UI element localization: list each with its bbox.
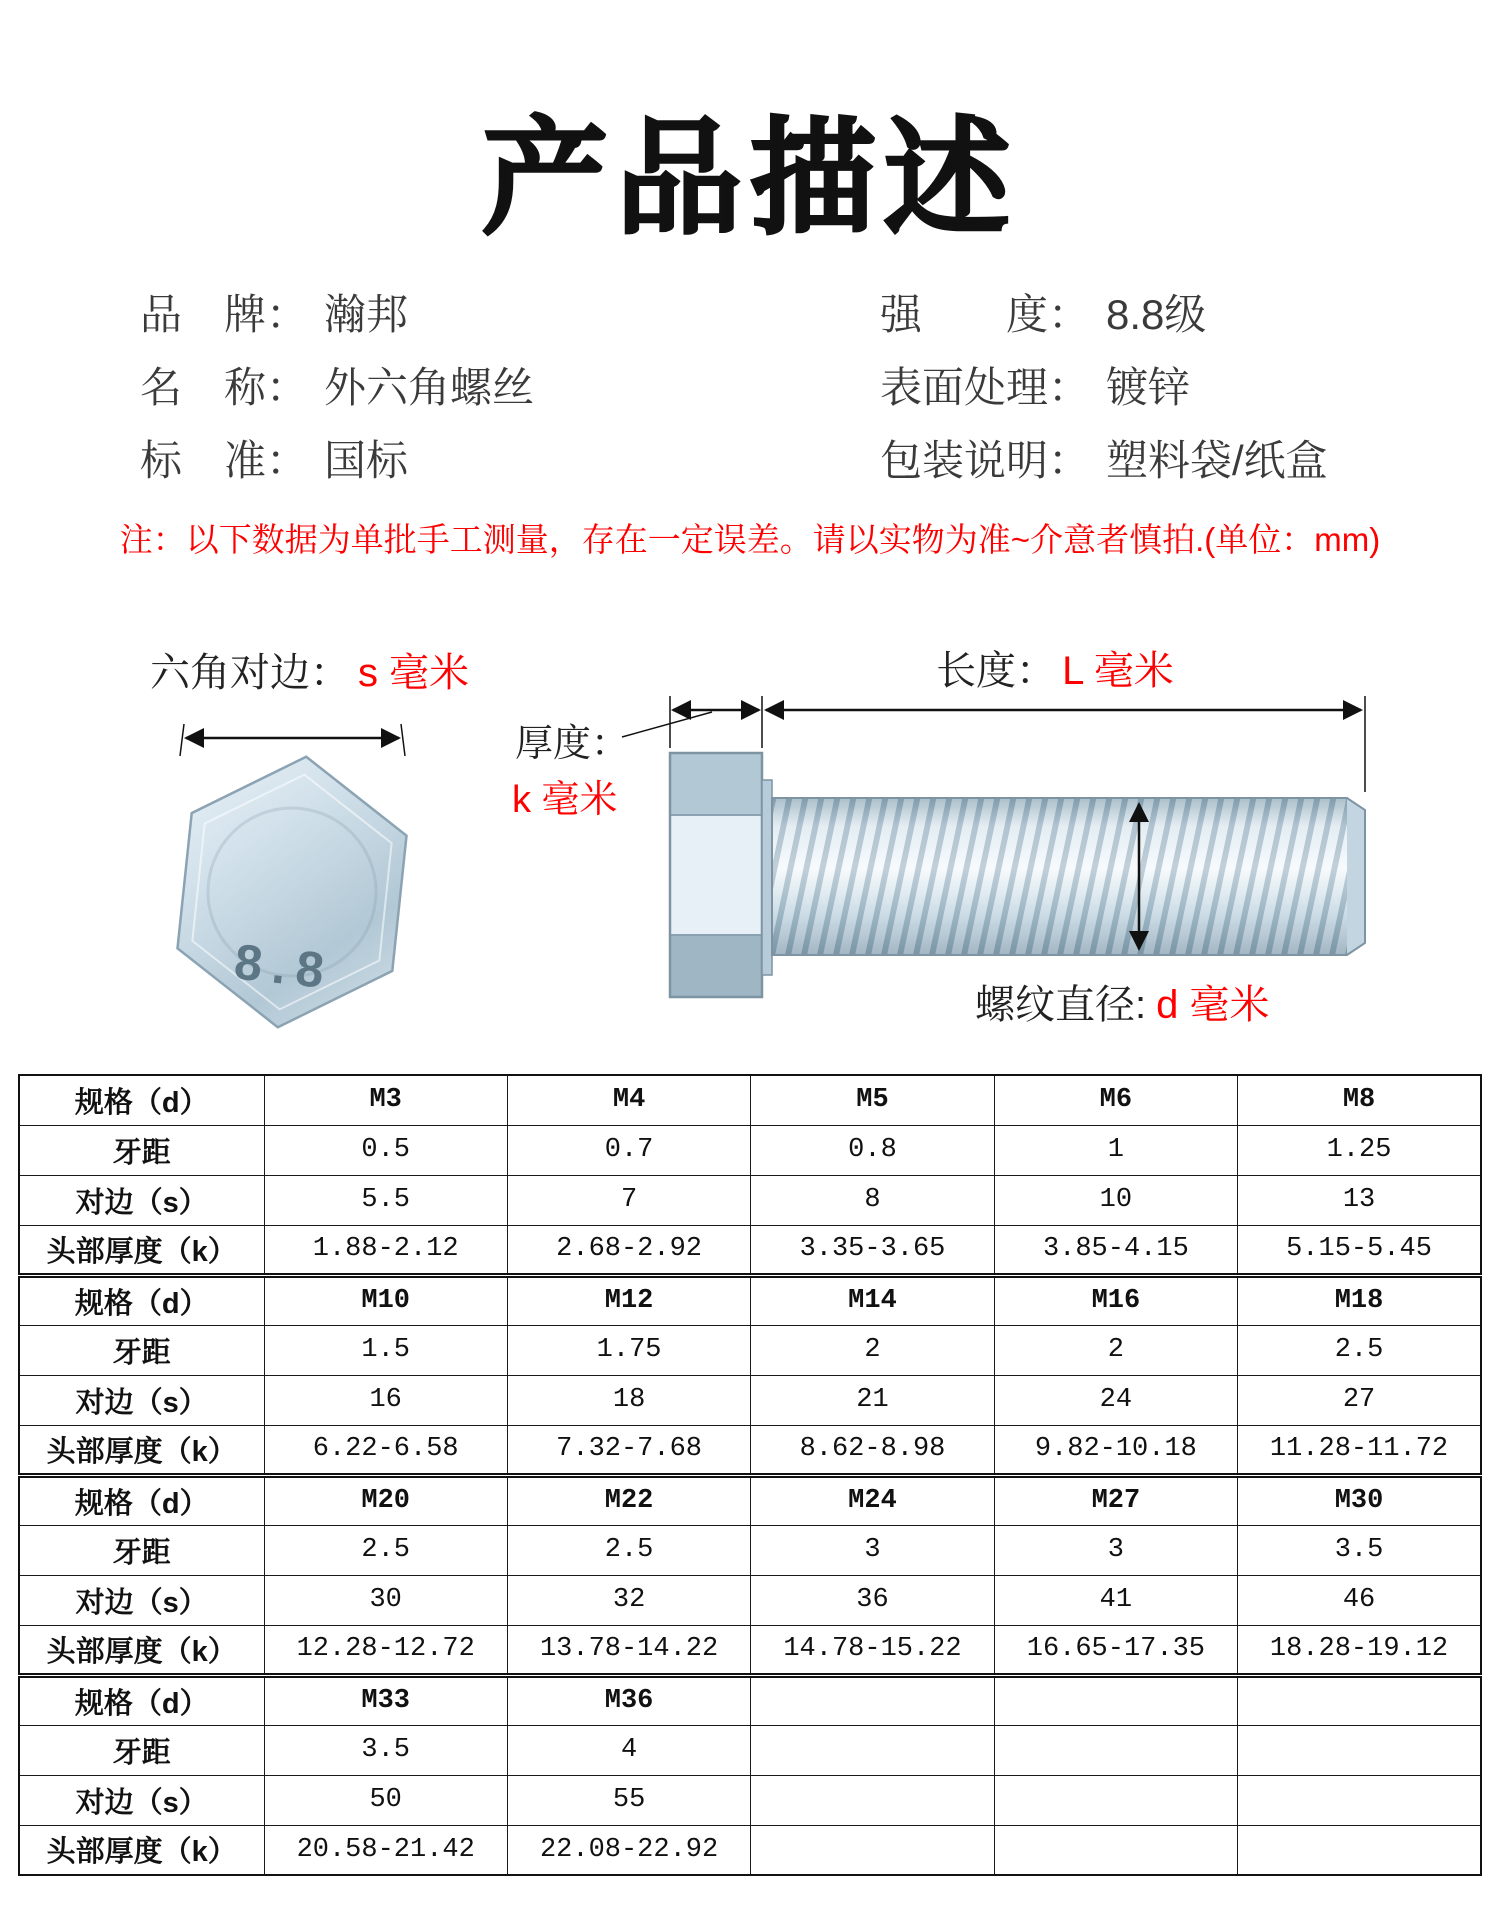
value-cell: M14 <box>751 1275 994 1325</box>
value-cell: M16 <box>994 1275 1237 1325</box>
table-row <box>19 1775 1481 1825</box>
thickness-leader-line <box>622 712 712 737</box>
head-stamp-text: 8.8 <box>231 933 337 1000</box>
value-cell: 41 <box>994 1575 1237 1625</box>
value-cell <box>751 1775 994 1825</box>
value-cell <box>751 1675 994 1725</box>
value-cell: 9.82-10.18 <box>994 1425 1237 1475</box>
value-cell: M4 <box>507 1075 750 1125</box>
spec-row-packaging <box>880 424 1328 497</box>
value-cell: 21 <box>751 1375 994 1425</box>
value-cell: 4 <box>507 1725 750 1775</box>
spec-row-standard <box>140 424 534 497</box>
value-cell: 2.5 <box>264 1525 507 1575</box>
value-cell: 27 <box>1238 1375 1481 1425</box>
table-row <box>19 1425 1481 1475</box>
value-cell: M18 <box>1238 1275 1481 1325</box>
table-group-header-row <box>19 1275 1481 1325</box>
spec-label: 品 牌： <box>140 291 309 338</box>
length-var-text: L 毫米 <box>1062 649 1174 693</box>
hex-width-dimension-arrow <box>180 724 405 756</box>
hex-width-label-text: 六角对边： <box>150 651 350 695</box>
value-cell: M5 <box>751 1075 994 1125</box>
value-cell: 7 <box>507 1175 750 1225</box>
table-group-header-row <box>19 1475 1481 1525</box>
value-cell: 13.78-14.22 <box>507 1625 750 1675</box>
value-cell: M24 <box>751 1475 994 1525</box>
spec-value: 镀锌 <box>1106 364 1191 411</box>
value-cell: M27 <box>994 1475 1237 1525</box>
value-cell: 8.62-8.98 <box>751 1425 994 1475</box>
spec-label: 表面处理： <box>880 364 1091 411</box>
table-row <box>19 1225 1481 1275</box>
row-header-cell: 对边（s） <box>19 1575 264 1625</box>
row-header-cell: 规格（d） <box>19 1475 264 1525</box>
value-cell: 20.58-21.42 <box>264 1825 507 1875</box>
spec-value: 塑料袋/纸盒 <box>1106 437 1328 484</box>
value-cell: 50 <box>264 1775 507 1825</box>
table-row <box>19 1725 1481 1775</box>
diameter-var-text: d 毫米 <box>1156 983 1270 1027</box>
value-cell <box>994 1725 1237 1775</box>
spec-table-body <box>19 1075 1481 1875</box>
product-specs-left <box>140 278 534 497</box>
value-cell: 1.75 <box>507 1325 750 1375</box>
value-cell: 18 <box>507 1375 750 1425</box>
spec-label: 强 度： <box>880 291 1091 338</box>
dimension-diagram <box>0 640 1500 1060</box>
value-cell: M20 <box>264 1475 507 1525</box>
row-header-cell: 牙距 <box>19 1725 264 1775</box>
value-cell <box>1238 1825 1481 1875</box>
value-cell: 16 <box>264 1375 507 1425</box>
thickness-label: 厚度： <box>515 723 630 765</box>
table-row <box>19 1375 1481 1425</box>
value-cell: 0.8 <box>751 1125 994 1175</box>
row-header-cell: 牙距 <box>19 1125 264 1175</box>
row-header-cell: 对边（s） <box>19 1375 264 1425</box>
value-cell: 0.5 <box>264 1125 507 1175</box>
value-cell: 2.5 <box>1238 1325 1481 1375</box>
value-cell: 18.28-19.12 <box>1238 1625 1481 1675</box>
value-cell: 55 <box>507 1775 750 1825</box>
value-cell <box>1238 1775 1481 1825</box>
value-cell: 1.25 <box>1238 1125 1481 1175</box>
value-cell <box>994 1775 1237 1825</box>
spec-row-surface <box>880 351 1328 424</box>
value-cell: 2.68-2.92 <box>507 1225 750 1275</box>
value-cell: 2.5 <box>507 1525 750 1575</box>
value-cell: M6 <box>994 1075 1237 1125</box>
table-row <box>19 1175 1481 1225</box>
value-cell <box>751 1825 994 1875</box>
value-cell <box>994 1675 1237 1725</box>
spec-row-brand <box>140 278 534 351</box>
length-label <box>936 649 1174 693</box>
product-specs-right <box>880 278 1328 497</box>
value-cell: 32 <box>507 1575 750 1625</box>
page-title: 产品描述 <box>482 108 1018 249</box>
spec-label: 名 称： <box>140 364 309 411</box>
spec-label: 包装说明： <box>880 437 1091 484</box>
row-header-cell: 头部厚度（k） <box>19 1225 264 1275</box>
value-cell: 24 <box>994 1375 1237 1425</box>
value-cell: 16.65-17.35 <box>994 1625 1237 1675</box>
hex-head-front-view <box>170 745 413 1038</box>
value-cell: 0.7 <box>507 1125 750 1175</box>
value-cell: 3 <box>751 1525 994 1575</box>
table-row <box>19 1125 1481 1175</box>
hex-width-var-text: s 毫米 <box>358 651 470 695</box>
table-row <box>19 1625 1481 1675</box>
value-cell: 6.22-6.58 <box>264 1425 507 1475</box>
value-cell: 13 <box>1238 1175 1481 1225</box>
length-label-text: 长度： <box>936 649 1057 693</box>
row-header-cell: 规格（d） <box>19 1075 264 1125</box>
value-cell: 3.5 <box>264 1725 507 1775</box>
value-cell: 12.28-12.72 <box>264 1625 507 1675</box>
value-cell <box>751 1725 994 1775</box>
value-cell: 46 <box>1238 1575 1481 1625</box>
value-cell: M8 <box>1238 1075 1481 1125</box>
value-cell: M3 <box>264 1075 507 1125</box>
value-cell: 22.08-22.92 <box>507 1825 750 1875</box>
row-header-cell: 头部厚度（k） <box>19 1425 264 1475</box>
bolt-side-view <box>670 753 1365 997</box>
value-cell: 3 <box>994 1525 1237 1575</box>
value-cell <box>1238 1725 1481 1775</box>
value-cell: M12 <box>507 1275 750 1325</box>
row-header-cell: 头部厚度（k） <box>19 1825 264 1875</box>
value-cell: 8 <box>751 1175 994 1225</box>
value-cell: 2 <box>751 1325 994 1375</box>
value-cell: M10 <box>264 1275 507 1325</box>
value-cell: 5.15-5.45 <box>1238 1225 1481 1275</box>
spec-row-strength <box>880 278 1328 351</box>
diameter-label <box>975 983 1269 1027</box>
table-row <box>19 1525 1481 1575</box>
value-cell: M33 <box>264 1675 507 1725</box>
spec-table <box>18 1074 1482 1876</box>
value-cell: 30 <box>264 1575 507 1625</box>
value-cell: 1.5 <box>264 1325 507 1375</box>
hex-width-label <box>150 651 469 695</box>
spec-value: 瀚邦 <box>324 291 409 338</box>
table-row <box>19 1575 1481 1625</box>
value-cell <box>1238 1675 1481 1725</box>
diameter-label-text: 螺纹直径: <box>975 983 1147 1027</box>
value-cell: 3.5 <box>1238 1525 1481 1575</box>
value-cell <box>994 1825 1237 1875</box>
spec-row-name <box>140 351 534 424</box>
table-row <box>19 1325 1481 1375</box>
value-cell: M36 <box>507 1675 750 1725</box>
row-header-cell: 头部厚度（k） <box>19 1625 264 1675</box>
table-group-header-row <box>19 1075 1481 1125</box>
value-cell: 1.88-2.12 <box>264 1225 507 1275</box>
value-cell: 1 <box>994 1125 1237 1175</box>
row-header-cell: 牙距 <box>19 1525 264 1575</box>
table-group-header-row <box>19 1675 1481 1725</box>
row-header-cell: 牙距 <box>19 1325 264 1375</box>
bolt-tip-chamfer <box>1347 798 1365 955</box>
spec-value: 8.8级 <box>1106 291 1207 338</box>
thickness-var: k 毫米 <box>512 779 618 821</box>
value-cell: 5.5 <box>264 1175 507 1225</box>
value-cell: M22 <box>507 1475 750 1525</box>
spec-value: 国标 <box>324 437 409 484</box>
spec-label: 标 准： <box>140 437 309 484</box>
value-cell: 11.28-11.72 <box>1238 1425 1481 1475</box>
value-cell: 14.78-15.22 <box>751 1625 994 1675</box>
value-cell: 3.85-4.15 <box>994 1225 1237 1275</box>
row-header-cell: 对边（s） <box>19 1175 264 1225</box>
value-cell: 36 <box>751 1575 994 1625</box>
bolt-neck <box>762 780 772 975</box>
value-cell: 3.35-3.65 <box>751 1225 994 1275</box>
value-cell: 10 <box>994 1175 1237 1225</box>
row-header-cell: 规格（d） <box>19 1275 264 1325</box>
value-cell: 7.32-7.68 <box>507 1425 750 1475</box>
spec-value: 外六角螺丝 <box>324 364 535 411</box>
row-header-cell: 规格（d） <box>19 1675 264 1725</box>
value-cell: M30 <box>1238 1475 1481 1525</box>
value-cell: 2 <box>994 1325 1237 1375</box>
row-header-cell: 对边（s） <box>19 1775 264 1825</box>
table-row <box>19 1825 1481 1875</box>
measurement-note: 注：以下数据为单批手工测量，存在一定误差。请以实物为准~介意者慎拍.(单位：mm) <box>119 521 1381 558</box>
